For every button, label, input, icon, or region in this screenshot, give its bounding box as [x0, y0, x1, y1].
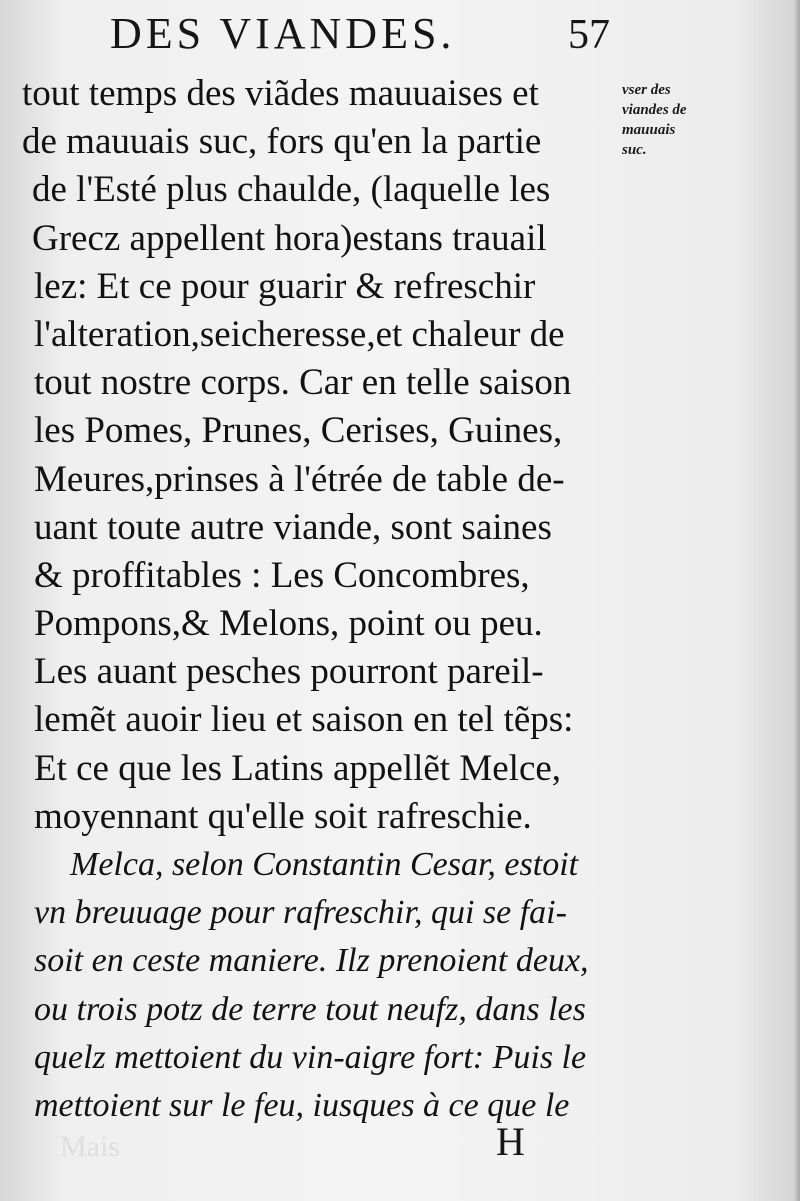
page-header	[0, 9, 800, 62]
text-line-italic: vn breuuage pour rafreschir, qui se fai-	[34, 894, 567, 932]
page-edge	[794, 0, 800, 1201]
marginal-note-line: suc.	[622, 142, 647, 158]
text-line: lemẽt auoir lieu et saison en tel tẽps:	[34, 699, 574, 741]
text-line: Grecz appellent hora)estans trauail	[32, 217, 547, 259]
text-line: l'alteration,seicheresse,et chaleur de	[34, 313, 565, 355]
text-line-italic: soit en ceste maniere. Ilz prenoient deux,	[34, 942, 589, 980]
text-line: lez: Et ce pour guarir & refreschir	[34, 265, 536, 307]
text-line: les Pomes, Prunes, Cerises, Guines,	[34, 410, 563, 452]
text-line: moyennant qu'elle soit rafreschie.	[34, 795, 532, 837]
text-line: tout nostre corps. Car en telle saison	[34, 362, 572, 404]
page-number: 57	[568, 12, 610, 58]
running-head: DES VIANDES.	[110, 9, 456, 58]
text-line-italic: mettoient sur le feu, iusques à ce que le	[34, 1086, 570, 1124]
text-line-italic: Melca, selon Constantin Cesar, estoit	[70, 846, 579, 883]
text-line: Pompons,& Melons, point ou peu.	[34, 603, 543, 645]
text-line: uant toute autre viande, sont saines	[34, 506, 552, 548]
text-line: Meures,prinses à l'étrée de table de-	[34, 458, 565, 500]
text-line-italic: ou trois potz de terre tout neufz, dans les	[34, 990, 586, 1028]
body-text	[22, 70, 622, 1130]
marginal-note-line: vser des	[622, 82, 671, 98]
marginal-note	[622, 80, 742, 160]
marginal-note-line: viandes de	[622, 102, 687, 118]
text-line: & proffitables : Les Concombres,	[34, 554, 530, 596]
text-line: tout temps des viãdes mauuaises et	[22, 73, 539, 114]
signature-mark: H	[496, 1119, 525, 1164]
text-line: de l'Esté plus chaulde, (laquelle les	[32, 169, 551, 211]
show-through-text: Mais	[60, 1130, 120, 1163]
text-line: Et ce que les Latins appellẽt Melce,	[34, 747, 562, 789]
text-line: de mauuais suc, fors qu'en la partie	[22, 121, 542, 163]
marginal-note-line: mauuais	[622, 122, 676, 138]
text-line-italic: quelz mettoient du vin-aigre fort: Puis le	[34, 1038, 587, 1076]
text-line: Les auant pesches pourront pareil-	[34, 651, 544, 693]
